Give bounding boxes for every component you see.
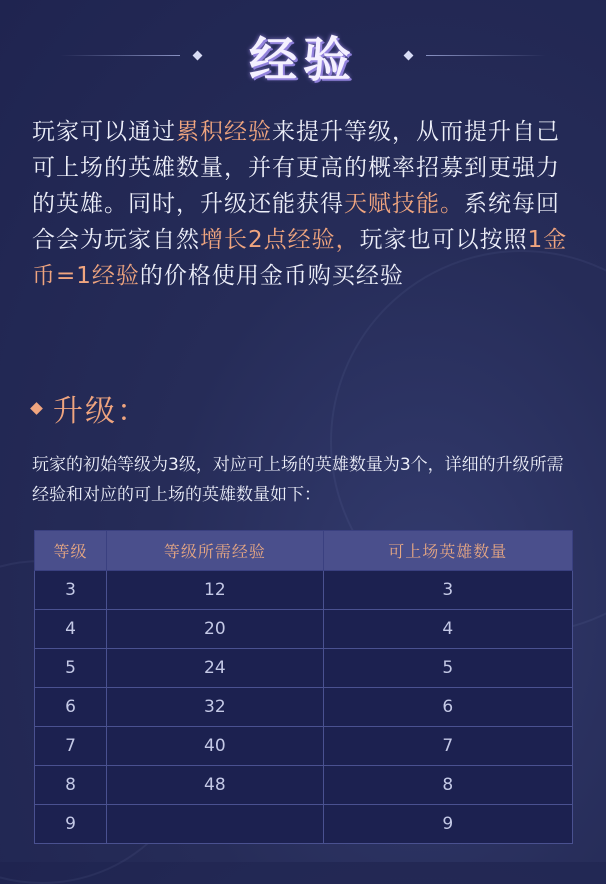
cell-hero-count: 6 [323, 688, 572, 727]
intro-highlight: 1金币=1经验 [32, 227, 568, 289]
title-row [0, 22, 606, 88]
diamond-icon [404, 50, 414, 60]
cell-level: 7 [35, 727, 107, 766]
cell-hero-count: 8 [323, 766, 572, 805]
header-required-exp: 等级所需经验 [107, 531, 323, 571]
intro-text: 玩家也可以按照 [359, 227, 528, 253]
cell-level: 9 [35, 805, 107, 844]
title-divider-left [60, 55, 180, 56]
cell-required-exp: 20 [107, 610, 323, 649]
table-row [35, 610, 573, 649]
table-row [35, 649, 573, 688]
cell-required-exp: 40 [107, 727, 323, 766]
header-level: 等级 [35, 531, 107, 571]
intro-highlight: 增长2点经验， [200, 227, 360, 253]
table-row [35, 805, 573, 844]
table-row [35, 688, 573, 727]
section-description: 玩家的初始等级为3级，对应可上场的英雄数量为3个，详细的升级所需经验和对应的可上场的英雄数量如下： [32, 455, 564, 505]
cell-hero-count: 3 [323, 571, 572, 610]
table-row [35, 766, 573, 805]
cell-required-exp [107, 805, 323, 844]
intro-text: 玩家可以通过 [32, 119, 176, 145]
cell-required-exp: 12 [107, 571, 323, 610]
section-title: 升级： [53, 394, 149, 429]
level-table [34, 530, 573, 844]
table-row [35, 571, 573, 610]
cell-required-exp: 24 [107, 649, 323, 688]
intro-text: 的价格使用金币购买经验 [139, 263, 404, 289]
cell-level: 4 [35, 610, 107, 649]
cell-hero-count: 5 [323, 649, 572, 688]
bullet-diamond-icon [30, 402, 43, 415]
section-heading [32, 385, 149, 431]
cell-required-exp: 32 [107, 688, 323, 727]
title-divider-right [426, 55, 546, 56]
cell-level: 3 [35, 571, 107, 610]
table-header-row [35, 531, 573, 571]
cell-hero-count: 4 [323, 610, 572, 649]
cell-hero-count: 9 [323, 805, 572, 844]
diamond-icon [193, 50, 203, 60]
cell-required-exp: 48 [107, 766, 323, 805]
intro-highlight: 累积经验 [176, 119, 272, 145]
cell-level: 8 [35, 766, 107, 805]
intro-text: 来提升等级，从而提升自己可上场的英雄数量，并有更高的概率招募到更强力的英雄。同时，升级还能获得 [32, 119, 560, 217]
page-title: 经验 [248, 31, 357, 88]
cell-level: 6 [35, 688, 107, 727]
intro-text: 系统每回合会为玩家自然 [32, 191, 560, 253]
cell-hero-count: 7 [323, 727, 572, 766]
intro-highlight: 天赋技能。 [344, 191, 464, 217]
intro-paragraph [32, 114, 580, 294]
header-hero-count: 可上场英雄数量 [323, 531, 572, 571]
cell-level: 5 [35, 649, 107, 688]
table-row [35, 727, 573, 766]
